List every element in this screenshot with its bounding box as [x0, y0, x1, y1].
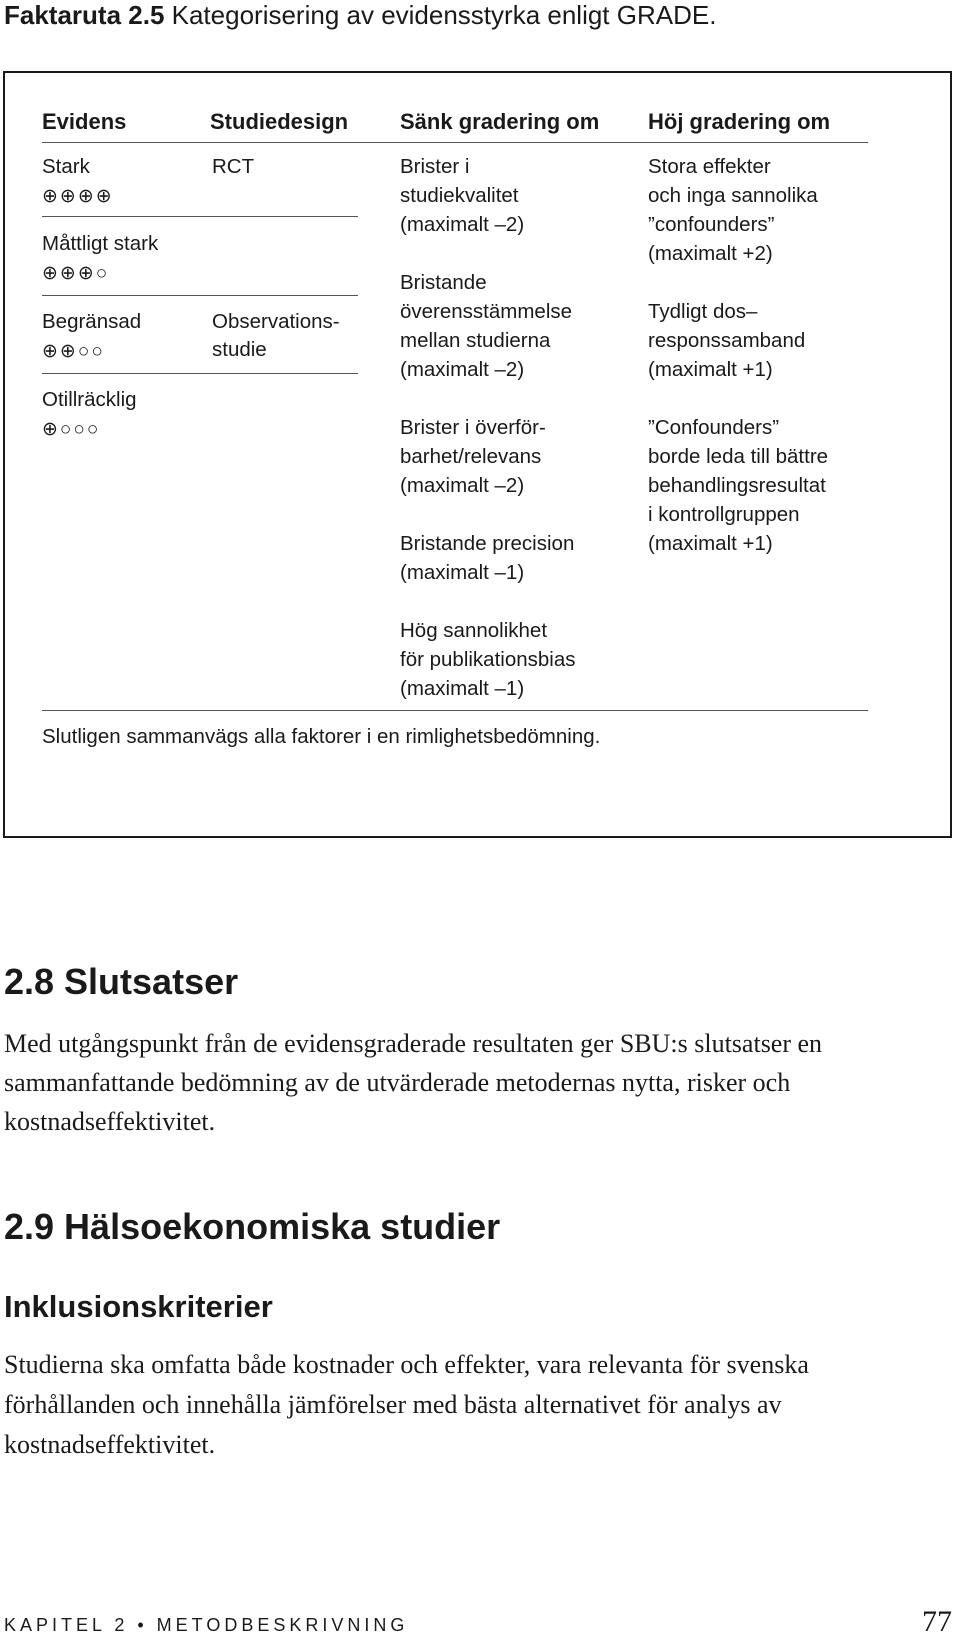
header-hoj-gradering: Höj gradering om: [648, 109, 831, 134]
downgrade-study-quality: [400, 152, 524, 239]
fact-box-number: Faktaruta 2.5: [4, 0, 165, 30]
row-divider: [42, 216, 358, 217]
section-body: Med utgångspunkt från de evidensgraderade resultaten ger SBU:s slutsatser en sammanfattande bedömning av de utvärderade metodernas nytta, risker och kostnadseffektivitet.: [4, 1029, 823, 1136]
upgrade-line: (maximalt +1): [648, 358, 773, 381]
downgrade-publication-bias: [400, 616, 576, 703]
downgrade-line: Bristande: [400, 271, 487, 294]
downgrade-consistency: [400, 268, 572, 384]
upgrade-line: i kontrollgruppen: [648, 503, 800, 526]
header-evidens: Evidens: [42, 109, 127, 134]
study-design-observational: [212, 307, 340, 365]
upgrade-line: responssamband: [648, 329, 806, 352]
header-sank-gradering: Sänk gradering om: [400, 109, 600, 134]
upgrade-line: Tydligt dos–: [648, 300, 758, 323]
downgrade-line: Brister i: [400, 155, 470, 178]
page-number: 77: [922, 1605, 952, 1638]
row-divider: [42, 373, 358, 374]
downgrade-line: (maximalt –2): [400, 358, 525, 381]
upgrade-line: (maximalt +2): [648, 242, 773, 265]
evidence-symbols: ⊕○○○: [42, 419, 101, 440]
downgrade-line: (maximalt –1): [400, 561, 525, 584]
upgrade-line: ”confounders”: [648, 213, 775, 236]
footnote-divider: [42, 710, 868, 711]
section-title: 2.9 Hälsoekonomiska studier: [4, 1206, 501, 1247]
row-divider: [42, 295, 358, 296]
study-design-rct: [212, 152, 254, 182]
downgrade-line: Hög sannolikhet: [400, 619, 548, 642]
upgrade-line: ”Confounders”: [648, 416, 780, 439]
upgrade-line: (maximalt +1): [648, 532, 773, 555]
evidence-level-label: Otillräcklig: [42, 388, 137, 411]
subsection-title: Inklusionskriterier: [4, 1289, 273, 1324]
upgrade-large-effects: [648, 152, 818, 268]
study-design-line: Observations-: [212, 310, 340, 333]
evidence-level-label: Stark: [42, 155, 90, 178]
section-body: Studierna ska omfatta både kostnader och effekter, vara relevanta för svenska förhållanden och innehålla jämförelser med bästa alternativet för analys av kostnadseffektivitet.: [4, 1350, 809, 1459]
evidence-symbols: ⊕⊕⊕○: [42, 263, 110, 284]
fact-box-footnote: Slutligen sammanvägs alla faktorer i en rimlighetsbedömning.: [42, 725, 601, 748]
upgrade-line: Stora effekter: [648, 155, 771, 178]
study-design-line: RCT: [212, 155, 255, 178]
evidence-level-begransad: [42, 307, 141, 367]
downgrade-line: barhet/relevans: [400, 445, 542, 468]
upgrade-line: och inga sannolika: [648, 184, 818, 207]
study-design-line: studie: [212, 338, 267, 361]
section-title: 2.8 Slutsatser: [4, 961, 239, 1002]
downgrade-line: överensstämmelse: [400, 300, 573, 323]
upgrade-confounders: [648, 413, 828, 558]
downgrade-line: (maximalt –1): [400, 677, 525, 700]
evidence-level-stark: [42, 152, 114, 212]
fact-box-heading: [4, 0, 716, 30]
downgrade-line: för publikationsbias: [400, 648, 576, 671]
evidence-level-label: Måttligt stark: [42, 232, 159, 255]
evidence-level-mattligt-stark: [42, 229, 158, 289]
upgrade-dose-response: [648, 297, 805, 384]
evidence-symbols: ⊕⊕⊕⊕: [42, 186, 114, 207]
downgrade-line: mellan studierna: [400, 329, 551, 352]
upgrade-line: behandlingsresultat: [648, 474, 826, 497]
evidence-level-label: Begränsad: [42, 310, 142, 333]
upgrade-line: borde leda till bättre: [648, 445, 829, 468]
downgrade-line: (maximalt –2): [400, 474, 525, 497]
evidence-level-otillracklig: [42, 385, 137, 445]
header-studiedesign: Studiedesign: [210, 109, 349, 134]
downgrade-transferability: [400, 413, 546, 500]
footer-chapter-label: KAPITEL 2 • METODBESKRIVNING: [4, 1615, 409, 1635]
evidence-symbols: ⊕⊕○○: [42, 341, 105, 362]
downgrade-precision: [400, 529, 574, 587]
fact-box-title: Kategorisering av evidensstyrka enligt GRADE.: [164, 0, 717, 30]
header-divider: [42, 142, 868, 143]
downgrade-line: Bristande precision: [400, 532, 575, 555]
downgrade-line: studiekvalitet: [400, 184, 519, 207]
downgrade-line: Brister i överför-: [400, 416, 546, 439]
downgrade-line: (maximalt –2): [400, 213, 525, 236]
